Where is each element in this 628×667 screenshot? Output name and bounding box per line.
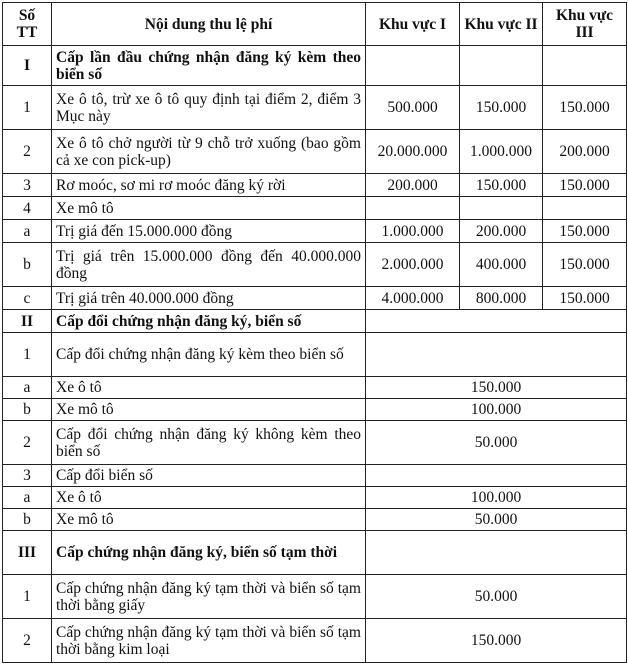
row-kv2: 150.000 (460, 174, 543, 197)
row-fee-all-regions: 100.000 (366, 399, 627, 421)
row-stt: b (3, 243, 52, 287)
row-kv2: 800.000 (460, 287, 543, 310)
table-row (3, 46, 627, 86)
row-stt: 4 (3, 197, 52, 220)
row-content: Xe ô tô chở người từ 9 chỗ trở xuống (bao gồm cả xe con pick-up) (52, 130, 366, 174)
row-kv1: 4.000.000 (366, 287, 460, 310)
table-row (3, 220, 627, 243)
table-row (3, 421, 627, 465)
table-header-row (3, 3, 627, 46)
row-content: Cấp chứng nhận đăng ký tạm thời và biển số tạm thời bằng giấy (52, 575, 366, 619)
row-stt: b (3, 509, 52, 531)
row-fee-all-regions (366, 310, 627, 333)
row-stt: 1 (3, 86, 52, 130)
table-row (3, 509, 627, 531)
row-kv1: 1.000.000 (366, 220, 460, 243)
row-kv1: 2.000.000 (366, 243, 460, 287)
row-kv3: 150.000 (543, 243, 627, 287)
row-kv3: 150.000 (543, 174, 627, 197)
row-kv3 (543, 197, 627, 220)
row-kv1: 500.000 (366, 86, 460, 130)
row-content: Cấp lần đầu chứng nhận đăng ký kèm theo biển số (52, 46, 366, 86)
row-fee-all-regions: 50.000 (366, 421, 627, 465)
table-row (3, 86, 627, 130)
row-content: Cấp đổi chứng nhận đăng ký không kèm theo biển số (52, 421, 366, 465)
row-stt: b (3, 399, 52, 421)
row-fee-all-regions: 50.000 (366, 575, 627, 619)
row-content: Cấp đổi chứng nhận đăng ký, biển số (52, 310, 366, 333)
row-stt: a (3, 377, 52, 399)
header-kv3: Khu vực III (543, 3, 627, 46)
row-content: Xe ô tô (52, 377, 366, 399)
row-content: Rơ moóc, sơ mi rơ moóc đăng ký rời (52, 174, 366, 197)
row-kv3 (543, 46, 627, 86)
table-row (3, 174, 627, 197)
row-kv3: 150.000 (543, 86, 627, 130)
row-fee-all-regions (366, 333, 627, 377)
row-kv2: 1.000.000 (460, 130, 543, 174)
row-fee-all-regions (366, 531, 627, 575)
row-content: Cấp chứng nhận đăng ký tạm thời và biển số tạm thời bằng kim loại (52, 619, 366, 663)
row-content: Cấp chứng nhận đăng ký, biển số tạm thời (52, 531, 366, 575)
row-content: Trị giá trên 15.000.000 đồng đến 40.000.000 đồng (52, 243, 366, 287)
row-stt: III (3, 531, 52, 575)
row-stt: 2 (3, 130, 52, 174)
table-row (3, 310, 627, 333)
row-stt: c (3, 287, 52, 310)
row-fee-all-regions: 50.000 (366, 509, 627, 531)
header-kv1: Khu vực I (366, 3, 460, 46)
row-content: Xe ô tô, trừ xe ô tô quy định tại điểm 2, điểm 3 Mục này (52, 86, 366, 130)
row-kv1: 200.000 (366, 174, 460, 197)
row-fee-all-regions: 150.000 (366, 377, 627, 399)
row-stt: 2 (3, 421, 52, 465)
row-kv2: 150.000 (460, 86, 543, 130)
table-row (3, 619, 627, 663)
row-content: Xe mô tô (52, 509, 366, 531)
row-content: Cấp đổi biển số (52, 465, 366, 487)
table-row (3, 287, 627, 310)
row-fee-all-regions: 100.000 (366, 487, 627, 509)
row-stt: 3 (3, 174, 52, 197)
header-kv2: Khu vực II (460, 3, 543, 46)
table-row (3, 465, 627, 487)
row-kv3: 150.000 (543, 287, 627, 310)
row-content: Xe mô tô (52, 399, 366, 421)
header-stt: Số TT (3, 3, 52, 46)
row-kv2 (460, 197, 543, 220)
table-row (3, 531, 627, 575)
table-row (3, 130, 627, 174)
row-stt: I (3, 46, 52, 86)
row-stt: II (3, 310, 52, 333)
header-content: Nội dung thu lệ phí (52, 3, 366, 46)
table-row (3, 399, 627, 421)
row-content: Trị giá đến 15.000.000 đồng (52, 220, 366, 243)
row-stt: 2 (3, 619, 52, 663)
table-row (3, 575, 627, 619)
row-stt: 1 (3, 333, 52, 377)
row-kv1 (366, 197, 460, 220)
row-stt: 3 (3, 465, 52, 487)
row-kv3: 150.000 (543, 220, 627, 243)
row-content: Trị giá trên 40.000.000 đồng (52, 287, 366, 310)
row-fee-all-regions (366, 465, 627, 487)
table-row (3, 377, 627, 399)
row-kv1: 20.000.000 (366, 130, 460, 174)
row-kv3: 200.000 (543, 130, 627, 174)
table-row (3, 333, 627, 377)
table-row (3, 243, 627, 287)
fee-table (2, 2, 627, 663)
table-row (3, 197, 627, 220)
row-stt: a (3, 487, 52, 509)
table-row (3, 487, 627, 509)
row-fee-all-regions: 150.000 (366, 619, 627, 663)
row-content: Xe mô tô (52, 197, 366, 220)
row-stt: a (3, 220, 52, 243)
row-kv2 (460, 46, 543, 86)
row-kv2: 400.000 (460, 243, 543, 287)
row-stt: 1 (3, 575, 52, 619)
row-kv1 (366, 46, 460, 86)
row-kv2: 200.000 (460, 220, 543, 243)
row-content: Xe ô tô (52, 487, 366, 509)
row-content: Cấp đổi chứng nhận đăng ký kèm theo biển số (52, 333, 366, 377)
